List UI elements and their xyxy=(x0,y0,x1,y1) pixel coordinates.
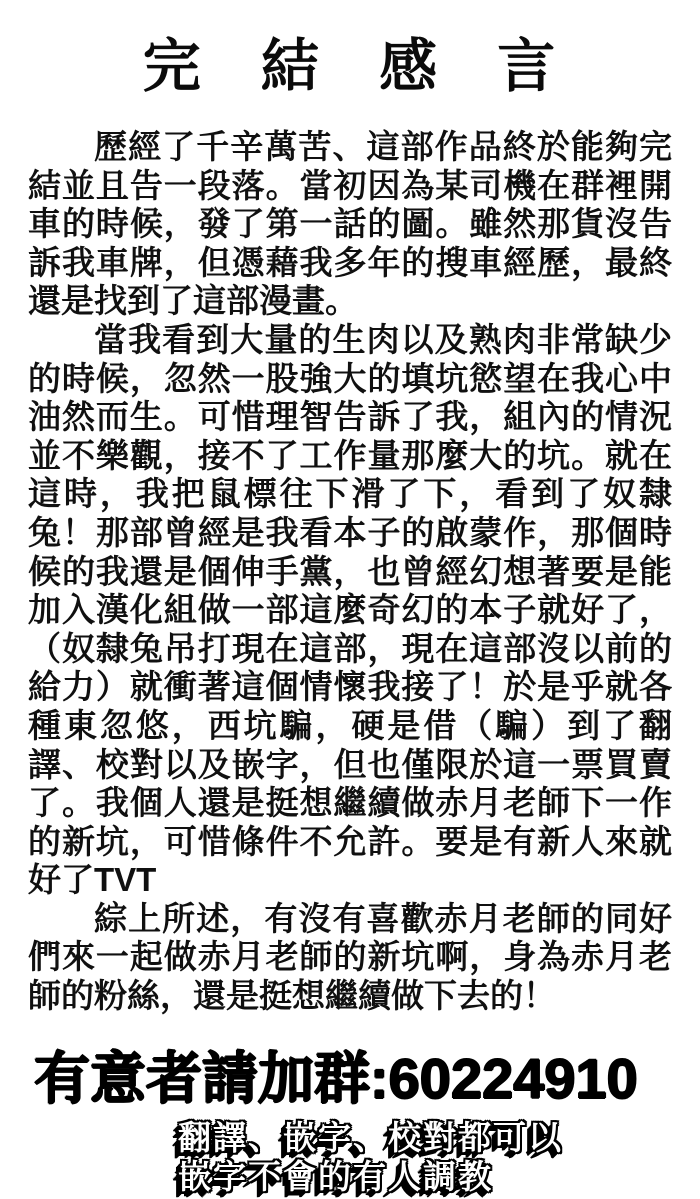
footer-line-roles: 翻譯、嵌字、校對都可以 xyxy=(178,1118,563,1156)
afterword-page xyxy=(0,24,700,1199)
paragraph-origin-story: 歷經了千辛萬苦、這部作品終於能夠完結並且告一段落。當初因為某司機在群裡開車的時候，發了第一話的圖。雖然那貨沒告訴我車牌，但憑藉我多年的搜車經歷，最終還是找到了這部漫畫。 xyxy=(28,128,672,320)
paragraph-translation-journey: 當我看到大量的生肉以及熟肉非常缺少的時候，忽然一股強大的填坑慾望在我心中油然而生。可惜理智告訴了我，組內的情況並不樂觀，接不了工作量那麼大的坑。就在這時，我把鼠標往下滑了下，看到了奴隸兔！那部曾經是我看本子的啟蒙作，那個時候的我還是個伸手黨，也曾經幻想著要是能加入漢化組做一部這麼奇幻的本子就好了，（奴隸兔吊打現在這部，現在這部沒以前的給力）就衝著這個情懷我接了！於是乎就各種東忽悠，西坑騙，硬是借（騙）到了翻譯、校對以及嵌字，但也僅限於這一票買賣了。我個人還是挺想繼續做赤月老師下一作的新坑，可惜條件不允許。要是有新人來就好了TVT xyxy=(28,320,672,899)
body-text xyxy=(28,128,672,1016)
page-title: 完 結 感 言 xyxy=(142,32,558,100)
recruit-group-number: 有意者請加群:60224910 xyxy=(34,1046,638,1110)
footer-line-training: 嵌字不會的有人調教 xyxy=(178,1157,493,1195)
footer-note xyxy=(178,1118,700,1196)
paragraph-call-to-fans: 綜上所述，有沒有喜歡赤月老師的同好們來一起做赤月老師的新坑啊，身為赤月老師的粉絲，還是挺想繼續做下去的！ xyxy=(28,899,672,1015)
